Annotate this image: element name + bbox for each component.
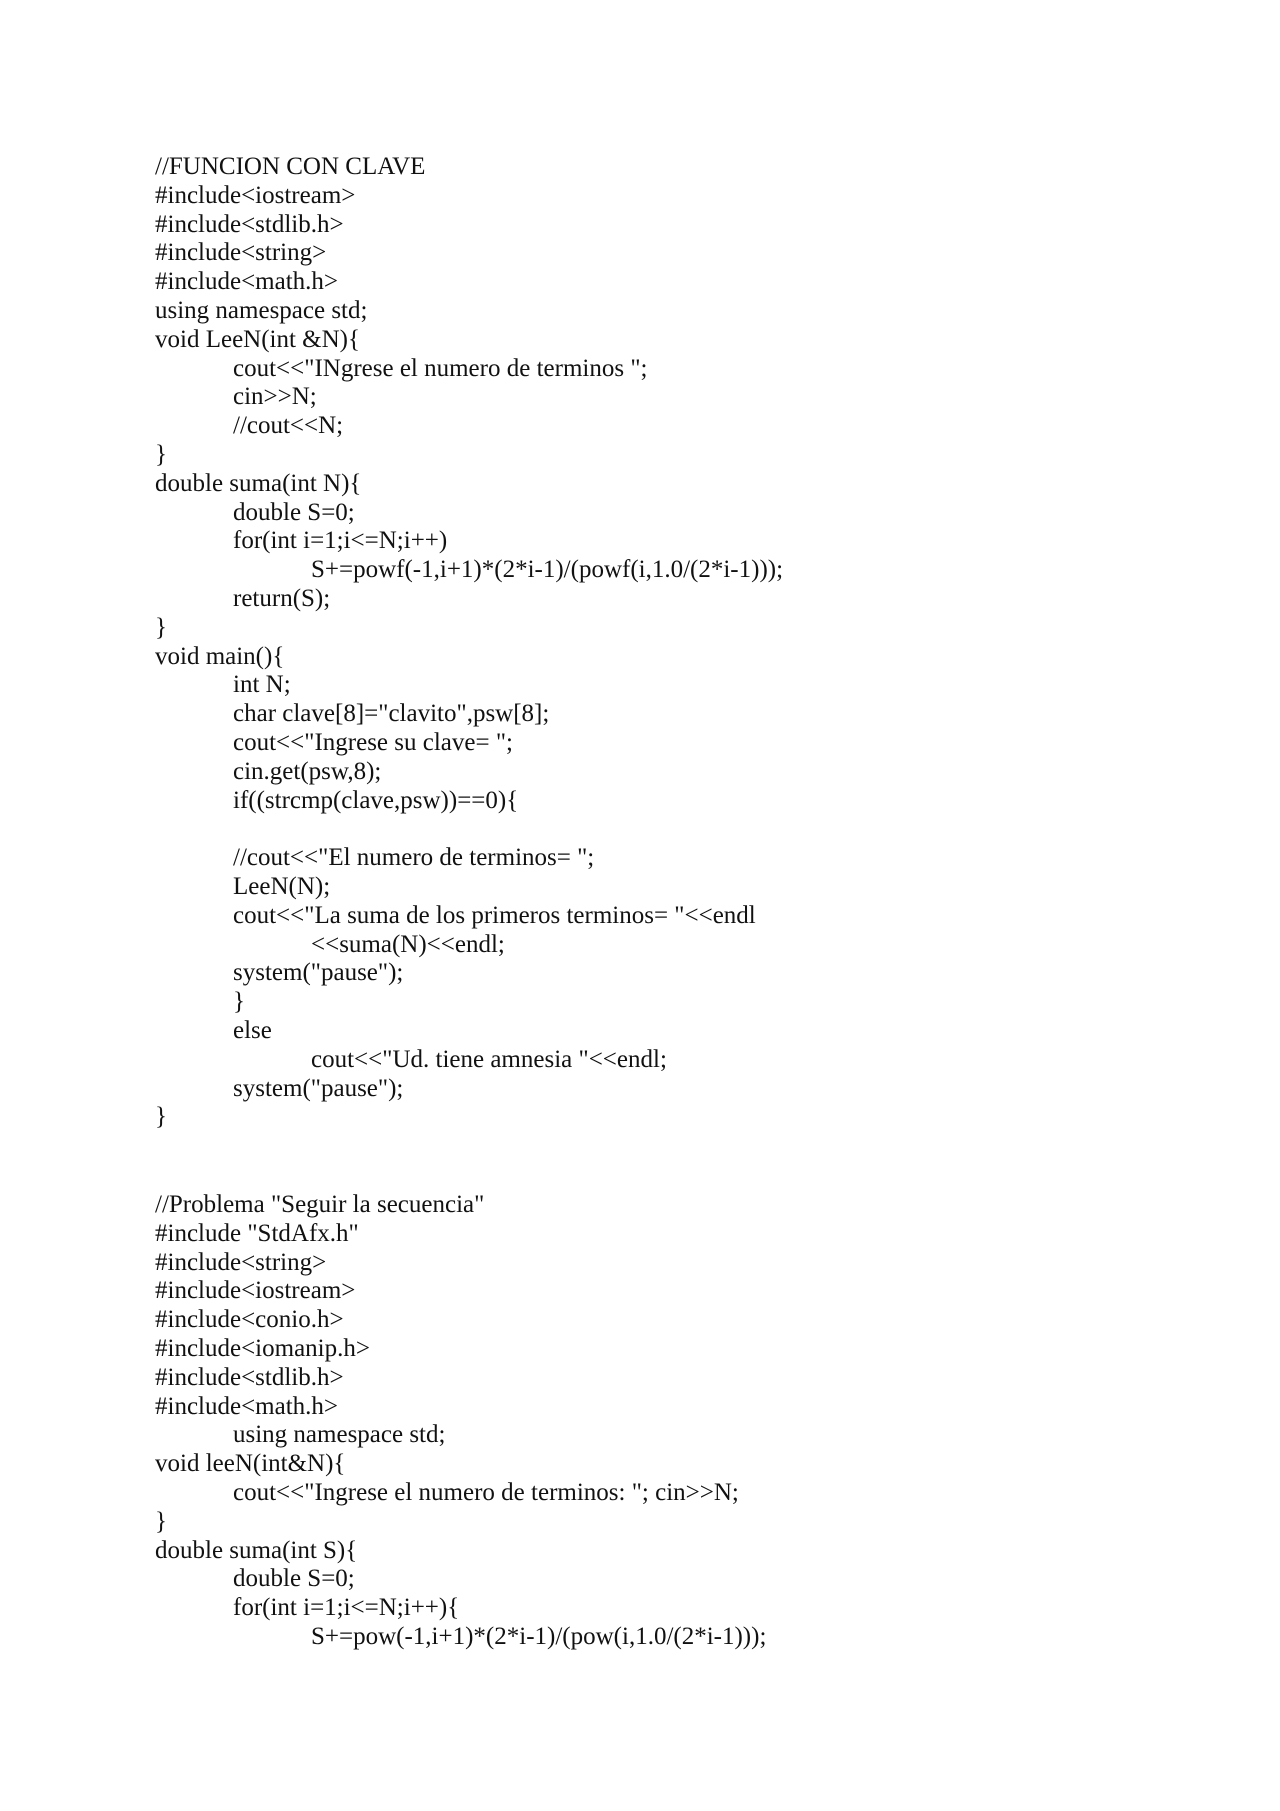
code-line: //cout<<N; bbox=[233, 412, 344, 440]
code-line bbox=[155, 815, 783, 844]
code-block-funcion-con-clave bbox=[155, 153, 783, 1132]
code-block-seguir-la-secuencia bbox=[155, 1191, 766, 1652]
code-line: for(int i=1;i<=N;i++) bbox=[233, 527, 448, 555]
code-line: } bbox=[155, 1103, 167, 1131]
code-line: #include<iomanip.h> bbox=[155, 1334, 370, 1362]
code-line: //Problema "Seguir la secuencia" bbox=[155, 1191, 485, 1218]
code-line: S+=pow(-1,i+1)*(2*i-1)/(pow(i,1.0/(2*i-1))); bbox=[311, 1622, 767, 1650]
code-line: for(int i=1;i<=N;i++){ bbox=[233, 1594, 460, 1622]
code-line: LeeN(N); bbox=[233, 872, 331, 900]
code-line: #include<math.h> bbox=[155, 268, 339, 296]
code-line: #include<math.h> bbox=[155, 1392, 339, 1420]
code-line: S+=powf(-1,i+1)*(2*i-1)/(powf(i,1.0/(2*i-1))); bbox=[311, 556, 784, 584]
code-line: #include<stdlib.h> bbox=[155, 1363, 344, 1391]
code-line: #include<iostream> bbox=[155, 181, 356, 209]
code-line: char clave[8]="clavito",psw[8]; bbox=[233, 700, 550, 728]
code-line: void main(){ bbox=[155, 642, 285, 670]
code-line: cout<<"Ud. tiene amnesia "<<endl; bbox=[311, 1045, 667, 1073]
code-line: void LeeN(int &N){ bbox=[155, 325, 361, 353]
code-line: cout<<"INgrese el numero de terminos "; bbox=[233, 354, 648, 382]
code-line: double suma(int S){ bbox=[155, 1536, 358, 1564]
code-line: #include "StdAfx.h" bbox=[155, 1219, 359, 1247]
code-line: return(S); bbox=[233, 584, 331, 612]
code-line: else bbox=[233, 1016, 272, 1044]
code-line: } bbox=[155, 613, 167, 641]
code-line: } bbox=[155, 440, 167, 468]
code-line: cout<<"Ingrese el numero de terminos: "; cin>>N; bbox=[233, 1478, 739, 1506]
code-line: #include<iostream> bbox=[155, 1277, 356, 1305]
code-line: void leeN(int&N){ bbox=[155, 1450, 346, 1478]
code-line: //FUNCION CON CLAVE bbox=[155, 153, 426, 180]
code-line: #include<string> bbox=[155, 239, 327, 267]
code-line: double S=0; bbox=[233, 498, 355, 526]
code-line: <<suma(N)<<endl; bbox=[311, 930, 505, 958]
code-line: double suma(int N){ bbox=[155, 469, 362, 497]
code-line: cin.get(psw,8); bbox=[233, 757, 382, 785]
code-line: system("pause"); bbox=[233, 959, 404, 987]
code-line: cout<<"Ingrese su clave= "; bbox=[233, 728, 513, 756]
code-line: cout<<"La suma de los primeros terminos= "<<endl bbox=[233, 901, 756, 929]
code-line: double S=0; bbox=[233, 1565, 355, 1593]
code-line: #include<string> bbox=[155, 1248, 327, 1276]
code-line: system("pause"); bbox=[233, 1074, 404, 1102]
code-line: int N; bbox=[233, 671, 291, 699]
code-line: using namespace std; bbox=[155, 296, 368, 324]
code-line: //cout<<"El numero de terminos= "; bbox=[233, 844, 595, 872]
code-line: } bbox=[155, 1507, 167, 1535]
code-line: #include<stdlib.h> bbox=[155, 210, 344, 238]
code-line: cin>>N; bbox=[233, 383, 317, 411]
code-line: if((strcmp(clave,psw))==0){ bbox=[233, 786, 519, 814]
code-line: #include<conio.h> bbox=[155, 1306, 344, 1334]
code-line: } bbox=[233, 988, 245, 1016]
code-line: using namespace std; bbox=[233, 1421, 446, 1449]
